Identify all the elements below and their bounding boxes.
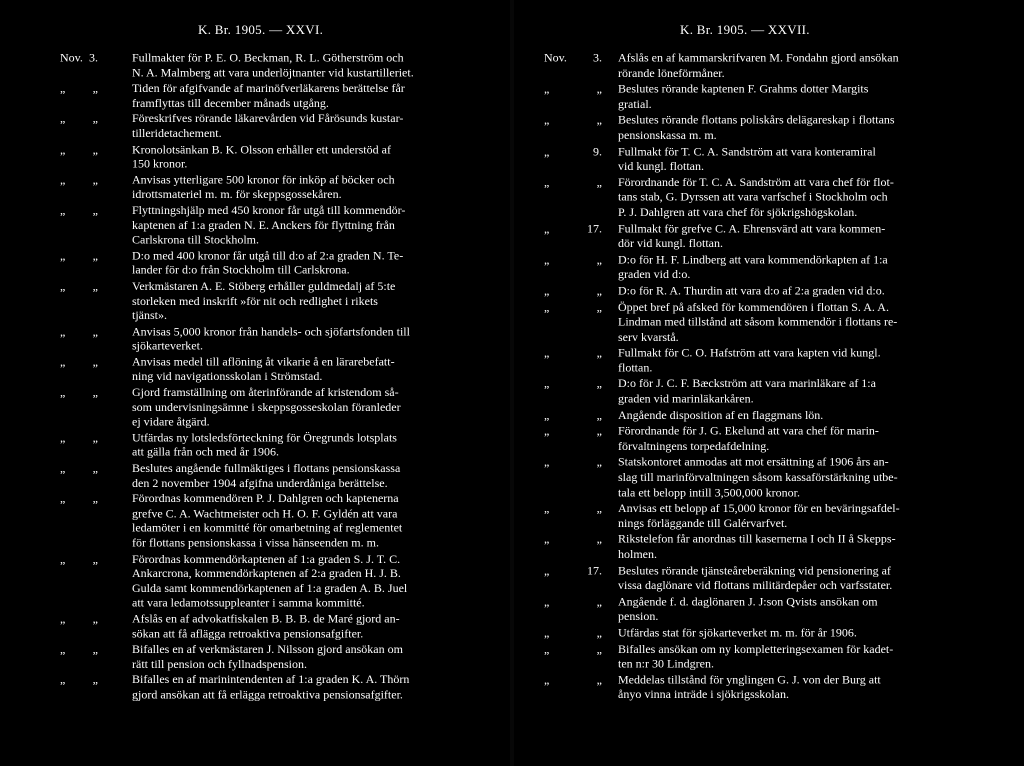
- entry-month: „: [544, 501, 550, 515]
- entry-list: [512, 51, 1024, 704]
- entry-text: [618, 642, 988, 672]
- list-item: [512, 408, 1024, 423]
- entry-month: „: [60, 673, 66, 687]
- entry-text: [618, 284, 988, 299]
- entry-text: [132, 204, 477, 248]
- entry-line: den 2 november 1904 afgifna underdåniga berättelse.: [132, 476, 388, 490]
- entry-month: „: [60, 612, 66, 626]
- entry-day: „: [92, 612, 98, 626]
- entry-month: „: [544, 221, 550, 236]
- entry-month: „: [544, 455, 550, 469]
- entry-month: „: [60, 491, 66, 506]
- entry-line: nings förläggande till Galérvarfvet.: [618, 516, 788, 530]
- entry-line: Beslutes angående fullmäktiges i flottans pensionskassa: [132, 461, 401, 475]
- entry-text: [618, 626, 988, 641]
- entry-day: 17.: [587, 563, 602, 578]
- entry-line: att vara ledamotssuppleanter i samma kommitté.: [132, 596, 365, 610]
- list-item: [0, 355, 512, 385]
- entry-day: „: [92, 112, 98, 126]
- entry-month: „: [60, 385, 66, 399]
- entry-month: „: [544, 424, 550, 438]
- entry-month: „: [544, 113, 550, 127]
- entry-day: „: [596, 641, 602, 656]
- entry-month: „: [544, 563, 550, 578]
- entry-line: 150 kronor.: [132, 157, 188, 171]
- entry-line: serv kvarstå.: [618, 329, 679, 344]
- right-page: [512, 0, 1024, 766]
- entry-line: ning vid navigationsskolan i Strömstad.: [132, 369, 323, 384]
- entry-line: vid kungl. flottan.: [618, 159, 704, 173]
- entry-day: „: [596, 82, 602, 96]
- entry-line: D:o för R. A. Thurdin att vara d:o af 2:a graden vid d:o.: [618, 283, 885, 298]
- entry-day: „: [92, 355, 98, 369]
- entry-text: [132, 279, 477, 323]
- entry-line: D:o med 400 kronor får utgå till d:o af 2:a graden N. Te-: [132, 248, 404, 263]
- entry-line: Förordnande för J. G. Ekelund att vara chef för marin-: [618, 424, 879, 438]
- list-item: [0, 431, 512, 461]
- entry-day: 9.: [593, 144, 602, 158]
- entry-line: Angående f. d. daglönaren J. J:son Qvists ansökan om: [618, 594, 878, 609]
- entry-text: [618, 346, 988, 376]
- entry-line: Bifalles ansökan om ny kompletteringsexamen för kadet-: [618, 641, 894, 656]
- entry-day: „: [596, 252, 602, 267]
- entry-day: „: [596, 455, 602, 469]
- entry-month: „: [544, 299, 550, 314]
- entry-line: gjord ansökan att få erlägga retroaktiva pensionsafgifter.: [132, 687, 403, 702]
- list-item: [0, 204, 512, 248]
- entry-day: „: [92, 279, 98, 293]
- list-item: [0, 552, 512, 611]
- entry-month: „: [544, 532, 550, 546]
- entry-text: [132, 673, 477, 703]
- entry-month: „: [544, 175, 550, 189]
- entry-line: Öppet bref på afsked för kommendören i flottan S. A. A.: [618, 299, 889, 314]
- list-item: [0, 612, 512, 642]
- list-item: [512, 673, 1024, 703]
- entry-line: Anvisas ytterligare 500 kronor för inköp af böcker och: [132, 173, 395, 187]
- entry-line: Beslutes rörande flottans poliskårs delägareskap i flottans: [618, 113, 895, 127]
- entry-text: [132, 612, 477, 642]
- entry-day: 17.: [587, 221, 602, 236]
- entry-text: [618, 532, 988, 562]
- entry-month: „: [60, 552, 66, 566]
- entry-line: Afslås en af advokatfiskalen B. B. B. de Maré gjord an-: [132, 612, 400, 626]
- entry-line: sökan att få afläggа retroaktiva pensionsafgifter.: [132, 626, 364, 641]
- entry-line: Rikstelefon får anordnas till kasernerna I och II å Skepps-: [618, 532, 896, 546]
- entry-line: tilleridetachement.: [132, 126, 222, 141]
- list-item: [0, 51, 512, 81]
- entry-text: [132, 112, 477, 142]
- entry-month: „: [544, 594, 550, 609]
- entry-day: „: [92, 248, 98, 263]
- list-item: [512, 222, 1024, 252]
- entry-day: „: [596, 299, 602, 314]
- entry-text: [618, 144, 988, 174]
- list-item: [512, 424, 1024, 454]
- entry-line: Meddelas tillstånd för ynglingen G. J. von der Burg att: [618, 672, 881, 687]
- entry-text: [618, 113, 988, 143]
- entry-line: rätt till pension och fyllnadspension.: [132, 657, 307, 671]
- entry-day: 3.: [89, 51, 98, 65]
- entry-text: [618, 673, 988, 703]
- entry-month: „: [544, 376, 550, 391]
- list-item: [512, 455, 1024, 500]
- entry-day: „: [596, 113, 602, 127]
- entry-day: „: [92, 173, 98, 187]
- entry-line: graden vid marinläkarkåren.: [618, 392, 754, 406]
- entry-text: [132, 355, 477, 385]
- entry-month: „: [60, 324, 66, 338]
- entry-month: „: [60, 642, 66, 656]
- list-item: [512, 253, 1024, 283]
- list-item: [0, 643, 512, 673]
- entry-month: „: [60, 81, 66, 95]
- entry-text: [132, 431, 477, 461]
- entry-month: „: [60, 355, 66, 369]
- list-item: [512, 346, 1024, 376]
- entry-line: Verkmästaren A. E. Stöberg erhåller guldmedalj af 5:te: [132, 279, 396, 293]
- entry-day: „: [596, 376, 602, 391]
- entry-line: Fullmakt för T. C. A. Sandström att vara konteramiral: [618, 144, 876, 158]
- entry-line: ej vidare åtgärd.: [132, 415, 210, 429]
- entry-month: „: [60, 279, 66, 293]
- list-item: [512, 51, 1024, 81]
- entry-line: flottan.: [618, 360, 653, 375]
- entry-text: [132, 249, 477, 279]
- entry-text: [132, 492, 477, 551]
- entry-text: [618, 564, 988, 594]
- list-item: [0, 461, 512, 491]
- list-item: [512, 175, 1024, 220]
- entry-text: [132, 461, 477, 491]
- entry-list: [0, 51, 512, 704]
- entry-day: „: [92, 142, 98, 156]
- entry-month: Nov.: [544, 51, 567, 65]
- entry-line: gratial.: [618, 97, 652, 111]
- entry-line: holmen.: [618, 547, 657, 562]
- entry-day: „: [92, 203, 98, 217]
- entry-text: [618, 408, 988, 423]
- entry-line: Beslutes rörande kaptenen F. Grahms dotter Margits: [618, 82, 869, 96]
- entry-line: tjänst».: [132, 308, 167, 323]
- entry-day: „: [596, 672, 602, 687]
- entry-line: lander för d:o från Stockholm till Carlskrona.: [132, 263, 350, 277]
- entry-line: rörande löneförmåner.: [618, 66, 725, 80]
- page-header: K. Br. 1905. — XXVII.: [680, 22, 810, 37]
- entry-day: „: [92, 642, 98, 656]
- list-item: [0, 112, 512, 142]
- list-item: [0, 279, 512, 323]
- entry-text: [618, 82, 988, 112]
- list-item: [0, 673, 512, 703]
- entry-text: [132, 143, 477, 173]
- entry-day: 3.: [593, 51, 602, 65]
- entry-line: graden vid d:o.: [618, 267, 691, 282]
- entry-day: „: [92, 552, 98, 566]
- entry-month: „: [60, 203, 66, 217]
- entry-line: vissa daglönare vid flottans militärdepåer och varfsstater.: [618, 578, 893, 593]
- entry-day: „: [92, 673, 98, 687]
- entry-line: Flyttningshjälp med 450 kronor får utgå till kommendör-: [132, 203, 406, 217]
- list-item: [512, 113, 1024, 143]
- entry-text: [618, 455, 988, 500]
- list-item: [0, 325, 512, 355]
- entry-text: [132, 82, 477, 112]
- entry-month: „: [544, 252, 550, 267]
- list-item: [0, 249, 512, 279]
- entry-line: Carlskrona till Stockholm.: [132, 233, 259, 247]
- entry-month: „: [544, 408, 550, 422]
- entry-text: [618, 424, 988, 454]
- entry-line: Bifalles en af marinintendenten af 1:a graden K. A. Thörn: [132, 673, 410, 687]
- entry-day: „: [92, 81, 98, 95]
- entry-day: „: [596, 625, 602, 640]
- entry-line: N. A. Malmberg att vara underlöjtnanter vid kustartilleriet.: [132, 65, 414, 80]
- list-item: [512, 642, 1024, 672]
- list-item: [512, 300, 1024, 345]
- entry-text: [132, 643, 477, 673]
- entry-month: „: [544, 345, 550, 360]
- entry-line: P. J. Dahlgren att vara chef för sjökrigshögskolan.: [618, 205, 858, 220]
- entry-line: Förordnas kommendörkaptenen af 1:a graden S. J. T. C.: [132, 552, 401, 566]
- list-item: [0, 143, 512, 173]
- entry-line: att gälla från och med år 1906.: [132, 445, 279, 459]
- list-item: [512, 82, 1024, 112]
- entry-line: Gjord framställning om återinförande af kristendom så-: [132, 385, 399, 399]
- entry-line: Förordnas kommendören P. J. Dahlgren och kaptenerna: [132, 491, 399, 506]
- entry-line: Utfärdas ny lotsledsförteckning för Öregrunds lotsplats: [132, 430, 397, 445]
- entry-line: slag till marinförvaltningen såsom kassaförstärkning utbe-: [618, 470, 898, 484]
- entry-line: Lindman med tillstånd att såsom kommendör i flottans re-: [618, 314, 898, 329]
- entry-line: idrottsmateriel m. m. för skeppsgossekåren.: [132, 187, 342, 202]
- entry-text: [132, 386, 477, 430]
- entry-line: D:o för H. F. Lindberg att vara kommendörkapten af 1:a: [618, 252, 888, 267]
- entry-month: „: [544, 641, 550, 656]
- entry-text: [618, 51, 988, 81]
- entry-day: „: [92, 491, 98, 506]
- list-item: [0, 386, 512, 430]
- entry-day: „: [92, 430, 98, 445]
- entry-line: Afslås en af kammarskrifvaren M. Fondahn gjord ansökan: [618, 51, 899, 65]
- entry-line: framflyttas till december månads utgång.: [132, 96, 329, 110]
- entry-line: Angående disposition af en flaggmans lön.: [618, 408, 824, 422]
- entry-line: förvaltningens torpedafdelning.: [618, 439, 770, 453]
- entry-text: [618, 222, 988, 252]
- entry-line: Anvisas medel till aflöning åt vikarie å en lärarebefatt-: [132, 355, 395, 369]
- entry-day: „: [596, 501, 602, 515]
- entry-text: [132, 173, 477, 203]
- entry-month: „: [60, 248, 66, 263]
- entry-day: „: [596, 594, 602, 609]
- entry-line: tans stab, G. Dyrssen att vara varfschef i Stockholm och: [618, 190, 888, 204]
- entry-line: Beslutes rörande tjänsteåreberäkning vid pensionering af: [618, 563, 891, 578]
- entry-line: Ankarcrona, kommendörkaptenen af 2:a graden H. J. B.: [132, 566, 401, 581]
- entry-month: „: [544, 283, 550, 298]
- list-item: [0, 173, 512, 203]
- entry-line: som undervisningsämne i skeppsgosseskolan föranleder: [132, 400, 401, 414]
- entry-line: Gulda samt kommendörkaptenen af 1:a graden A. B. Juel: [132, 581, 408, 595]
- entry-line: kaptenen af 1:a graden N. E. Anckers för flyttning från: [132, 218, 395, 232]
- entry-line: storleken med inskrift »för nit och redlighet i rikets: [132, 294, 378, 308]
- entry-line: ledamöter i en kommitté för omarbetning af reglementet: [132, 521, 403, 535]
- entry-line: Tiden för afgifvande af marinöfverläkarens berättelse får: [132, 81, 405, 95]
- page-header: K. Br. 1905. — XXVI.: [198, 22, 324, 37]
- entry-text: [618, 300, 988, 345]
- list-item: [512, 377, 1024, 407]
- entry-line: pensionskassa m. m.: [618, 128, 717, 142]
- entry-day: „: [596, 345, 602, 360]
- entry-month: Nov.: [60, 51, 83, 65]
- entry-line: D:o för J. C. F. Bæckström att vara marinläkare af 1:a: [618, 376, 876, 391]
- entry-text: [618, 501, 988, 531]
- entry-day: „: [596, 408, 602, 422]
- entry-text: [132, 552, 477, 611]
- entry-month: „: [60, 173, 66, 187]
- list-item: [512, 626, 1024, 641]
- entry-month: „: [60, 430, 66, 445]
- entry-line: Statskontoret anmodas att mot ersättning af 1906 års an-: [618, 455, 889, 469]
- entry-line: ånyo vinna inträde i sjökrigsskolan.: [618, 687, 789, 702]
- list-item: [512, 564, 1024, 594]
- entry-day: „: [92, 324, 98, 338]
- entry-month: „: [60, 112, 66, 126]
- entry-day: „: [92, 461, 98, 475]
- list-item: [0, 492, 512, 551]
- entry-text: [618, 175, 988, 220]
- entry-line: för flottans pensionskassa i vissa hänseenden m. m.: [132, 536, 379, 550]
- list-item: [512, 532, 1024, 562]
- entry-line: Anvisas 5,000 kronor från handels- och sjöfartsfonden till: [132, 324, 410, 338]
- entry-text: [618, 595, 988, 625]
- entry-day: „: [596, 283, 602, 298]
- entry-text: [618, 377, 988, 407]
- entry-line: grefve C. A. Wachtmeister och H. O. F. Gyldén att vara: [132, 506, 398, 520]
- entry-line: Bifalles en af verkmästaren J. Nilsson gjord ansökan om: [132, 642, 403, 656]
- entry-line: ten n:r 30 Lindgren.: [618, 656, 714, 671]
- entry-line: Fullmakt för C. O. Hafström att vara kapten vid kungl.: [618, 345, 881, 360]
- list-item: [512, 144, 1024, 174]
- entry-line: Förordnande för T. C. A. Sandström att vara chef för flot-: [618, 175, 894, 189]
- list-item: [512, 284, 1024, 299]
- entry-line: tala ett belopp intill 3,500,000 kronor.: [618, 485, 800, 499]
- entry-day: „: [596, 424, 602, 438]
- entry-month: „: [544, 625, 550, 640]
- entry-line: Utfärdas stat för sjökarteverket m. m. för år 1906.: [618, 625, 857, 640]
- entry-day: „: [596, 532, 602, 546]
- list-item: [512, 595, 1024, 625]
- entry-line: pension.: [618, 609, 659, 624]
- entry-month: „: [544, 672, 550, 687]
- list-item: [0, 82, 512, 112]
- entry-line: sjökarteverket.: [132, 339, 203, 353]
- entry-line: Föreskrifves rörande läkarevården vid Fårösunds kustar-: [132, 112, 404, 126]
- entry-month: „: [544, 82, 550, 96]
- entry-text: [132, 325, 477, 355]
- entry-text: [618, 253, 988, 283]
- list-item: [512, 501, 1024, 531]
- entry-line: Fullmakter för P. E. O. Beckman, R. L. Götherström och: [132, 51, 404, 65]
- entry-text: [132, 51, 477, 81]
- entry-line: Fullmakt för grefve C. A. Ehrensvärd att vara kommen-: [618, 221, 886, 236]
- entry-day: „: [596, 175, 602, 189]
- entry-month: „: [60, 142, 66, 156]
- entry-line: dör vid kungl. flottan.: [618, 236, 723, 251]
- entry-line: Anvisas ett belopp af 15,000 kronor för en beväringsafdel-: [618, 501, 900, 515]
- entry-month: „: [60, 461, 66, 475]
- entry-month: „: [544, 144, 550, 158]
- entry-line: Kronolotsänkan B. K. Olsson erhåller ett understöd af: [132, 142, 391, 156]
- entry-day: „: [92, 385, 98, 399]
